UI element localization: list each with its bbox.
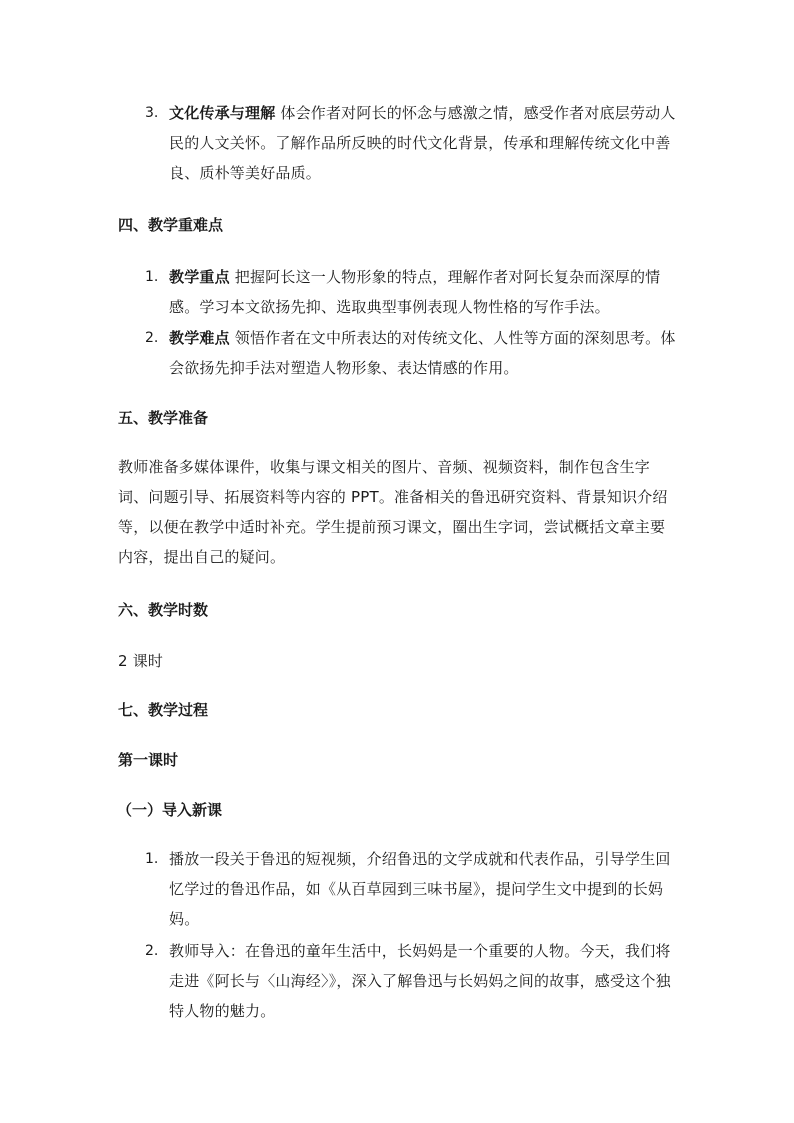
list-number: 3.	[145, 105, 159, 121]
list-item	[145, 323, 685, 383]
list-item	[145, 262, 685, 322]
list-number: 1.	[145, 269, 159, 285]
list-item-title: 教学难点	[169, 329, 230, 347]
list-item-text: 教师导入：在鲁迅的童年生活中，长妈妈是一个重要的人物。今天，我们将走进《阿长与〈山海经〉》，深入了解鲁迅与长妈妈之间的故事，感受这个独特人物的魅力。	[169, 942, 671, 1020]
section-heading-5: 五、教学准备	[118, 409, 209, 427]
list-item	[145, 844, 685, 934]
list-number: 2.	[145, 330, 159, 346]
section-heading-4: 四、教学重难点	[118, 216, 224, 234]
list-number: 1.	[145, 851, 159, 867]
list-item	[145, 936, 685, 1026]
list-item-text: 教学难点 领悟作者在文中所表达的对传统文化、人性等方面的深刻思考。体会欲扬先抑手法对塑造人物形象、表达情感的作用。	[169, 329, 676, 377]
list-item-text: 播放一段关于鲁迅的短视频，介绍鲁迅的文学成就和代表作品，引导学生回忆学过的鲁迅作品，如《从百草园到三味书屋》，提问学生文中提到的长妈妈。	[169, 850, 671, 928]
subheading-intro: （一）导入新课	[117, 801, 223, 819]
list-number: 2.	[145, 943, 159, 959]
section-heading-6: 六、教学时数	[118, 601, 209, 619]
list-item-title: 文化传承与理解	[169, 104, 276, 122]
body-paragraph: 2 课时	[118, 652, 164, 670]
list-item-text: 文化传承与理解 体会作者对阿长的怀念与感激之情，感受作者对底层劳动人民的人文关怀。了解作品所反映的时代文化背景，传承和理解传统文化中善良、质朴等美好品质。	[169, 104, 676, 182]
subheading-lesson-1: 第一课时	[118, 751, 179, 769]
list-item	[145, 98, 685, 188]
list-item-text: 教学重点 把握阿长这一人物形象的特点，理解作者对阿长复杂而深厚的情感。学习本文欲扬先抑、选取典型事例表现人物性格的写作手法。	[169, 268, 661, 316]
list-item-title: 教学重点	[169, 268, 230, 286]
section-heading-7: 七、教学过程	[118, 701, 209, 719]
body-paragraph: 教师准备多媒体课件，收集与课文相关的图片、音频、视频资料，制作包含生字词、问题引导、拓展资料等内容的 PPT。准备相关的鲁迅研究资料、背景知识介绍等，以便在教学中适时补充。学生提前预习课文，圈出生字词，尝试概括文章主要内容，提出自己的疑问。	[118, 458, 668, 566]
